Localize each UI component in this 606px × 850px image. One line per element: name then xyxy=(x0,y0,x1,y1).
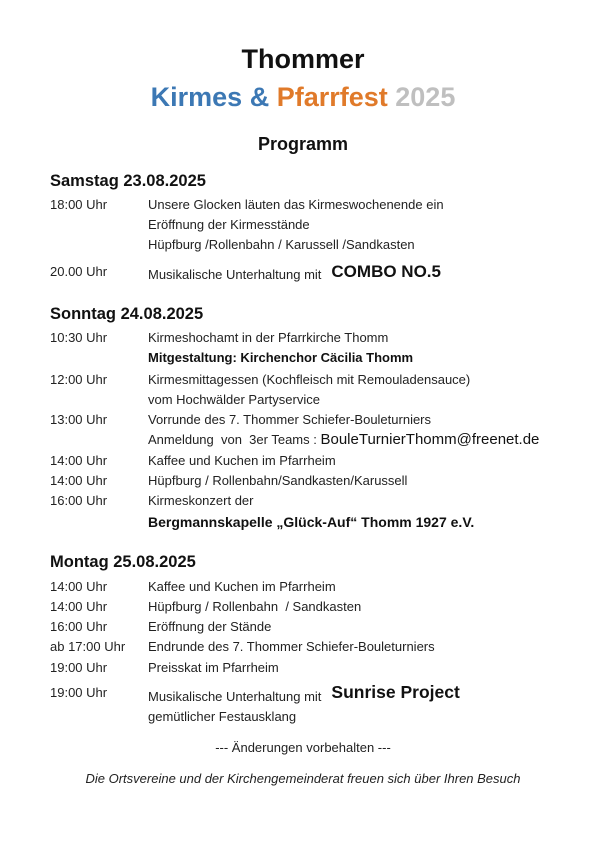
row-desc: Hüpfburg / Rollenbahn / Sandkasten xyxy=(148,599,362,614)
row-time: ab 17:00 Uhr xyxy=(50,639,126,654)
row-desc: Kirmesmittagessen (Kochfleisch mit Remouladensauce) xyxy=(148,372,471,387)
row-time: 19:00 Uhr xyxy=(50,685,108,700)
row-desc: Hüpfburg / Rollenbahn/Sandkasten/Karussell xyxy=(148,473,408,488)
row-desc-text: Anmeldung von 3er Teams : xyxy=(148,432,321,447)
row-desc: Mitgestaltung: Kirchenchor Cäcilia Thomm xyxy=(148,350,414,365)
row-desc: gemütlicher Festausklang xyxy=(148,709,297,724)
row-desc: vom Hochwälder Partyservice xyxy=(148,392,320,407)
row-time: 16:00 Uhr xyxy=(50,493,108,508)
row-time: 12:00 Uhr xyxy=(50,372,108,387)
program-heading: Programm xyxy=(257,134,349,154)
row-desc: Bergmannskapelle „Glück-Auf“ Thomm 1927 e.V. xyxy=(148,514,475,530)
title-pfarrfest-part: Pfarrfest xyxy=(276,82,396,112)
day-heading-monday: Montag 25.08.2025 xyxy=(50,553,196,571)
day-heading-sunday: Sonntag 24.08.2025 xyxy=(50,305,204,323)
row-desc: Kaffee und Kuchen im Pfarrheim xyxy=(148,579,336,594)
row-time: 20.00 Uhr xyxy=(50,264,108,279)
email-link[interactable]: BouleTurnierThomm@freenet.de xyxy=(320,431,540,448)
row-time: 14:00 Uhr xyxy=(50,579,108,594)
row-time: 16:00 Uhr xyxy=(50,619,108,634)
title-year-part: 2025 xyxy=(395,82,456,112)
row-desc: Endrunde des 7. Thommer Schiefer-Bouleturniers xyxy=(148,639,435,654)
row-desc: Kirmeshochamt in der Pfarrkirche Thomm xyxy=(148,330,389,345)
welcome-note: Die Ortsvereine und der Kirchengemeinderat freuen sich über Ihren Besuch xyxy=(85,771,521,786)
row-desc xyxy=(148,682,460,703)
row-time: 10:30 Uhr xyxy=(50,330,108,345)
row-desc: Vorrunde des 7. Thommer Schiefer-Bouleturniers xyxy=(148,412,432,427)
day-heading-saturday: Samstag 23.08.2025 xyxy=(50,172,206,190)
row-time: 14:00 Uhr xyxy=(50,599,108,614)
row-time: 14:00 Uhr xyxy=(50,453,108,468)
row-desc: Kirmeskonzert der xyxy=(148,493,254,508)
title-kirmes-pfarrfest xyxy=(0,82,606,113)
row-desc: Kaffee und Kuchen im Pfarrheim xyxy=(148,453,336,468)
row-desc: Hüpfburg /Rollenbahn / Karussell /Sandkasten xyxy=(148,237,415,252)
row-desc-text: Musikalische Unterhaltung mit xyxy=(148,689,322,704)
row-time: 19:00 Uhr xyxy=(50,660,108,675)
changes-reserved-note: --- Änderungen vorbehalten --- xyxy=(215,740,391,755)
row-desc: Eröffnung der Kirmesstände xyxy=(148,217,310,232)
row-time: 14:00 Uhr xyxy=(50,473,108,488)
title-thommer: Thommer xyxy=(241,44,365,74)
row-time: 18:00 Uhr xyxy=(50,197,108,212)
band-name-combo: COMBO NO.5 xyxy=(331,262,441,281)
row-desc xyxy=(148,431,539,448)
row-desc-text: Musikalische Unterhaltung mit xyxy=(148,267,322,282)
row-desc xyxy=(148,262,441,282)
row-desc: Eröffnung der Stände xyxy=(148,619,272,634)
band-name-sunrise: Sunrise Project xyxy=(331,682,460,702)
row-desc: Unsere Glocken läuten das Kirmeswochenende ein xyxy=(148,197,444,212)
row-time: 13:00 Uhr xyxy=(50,412,108,427)
title-kirmes-part: Kirmes & xyxy=(150,82,277,112)
row-desc: Preisskat im Pfarrheim xyxy=(148,660,279,675)
